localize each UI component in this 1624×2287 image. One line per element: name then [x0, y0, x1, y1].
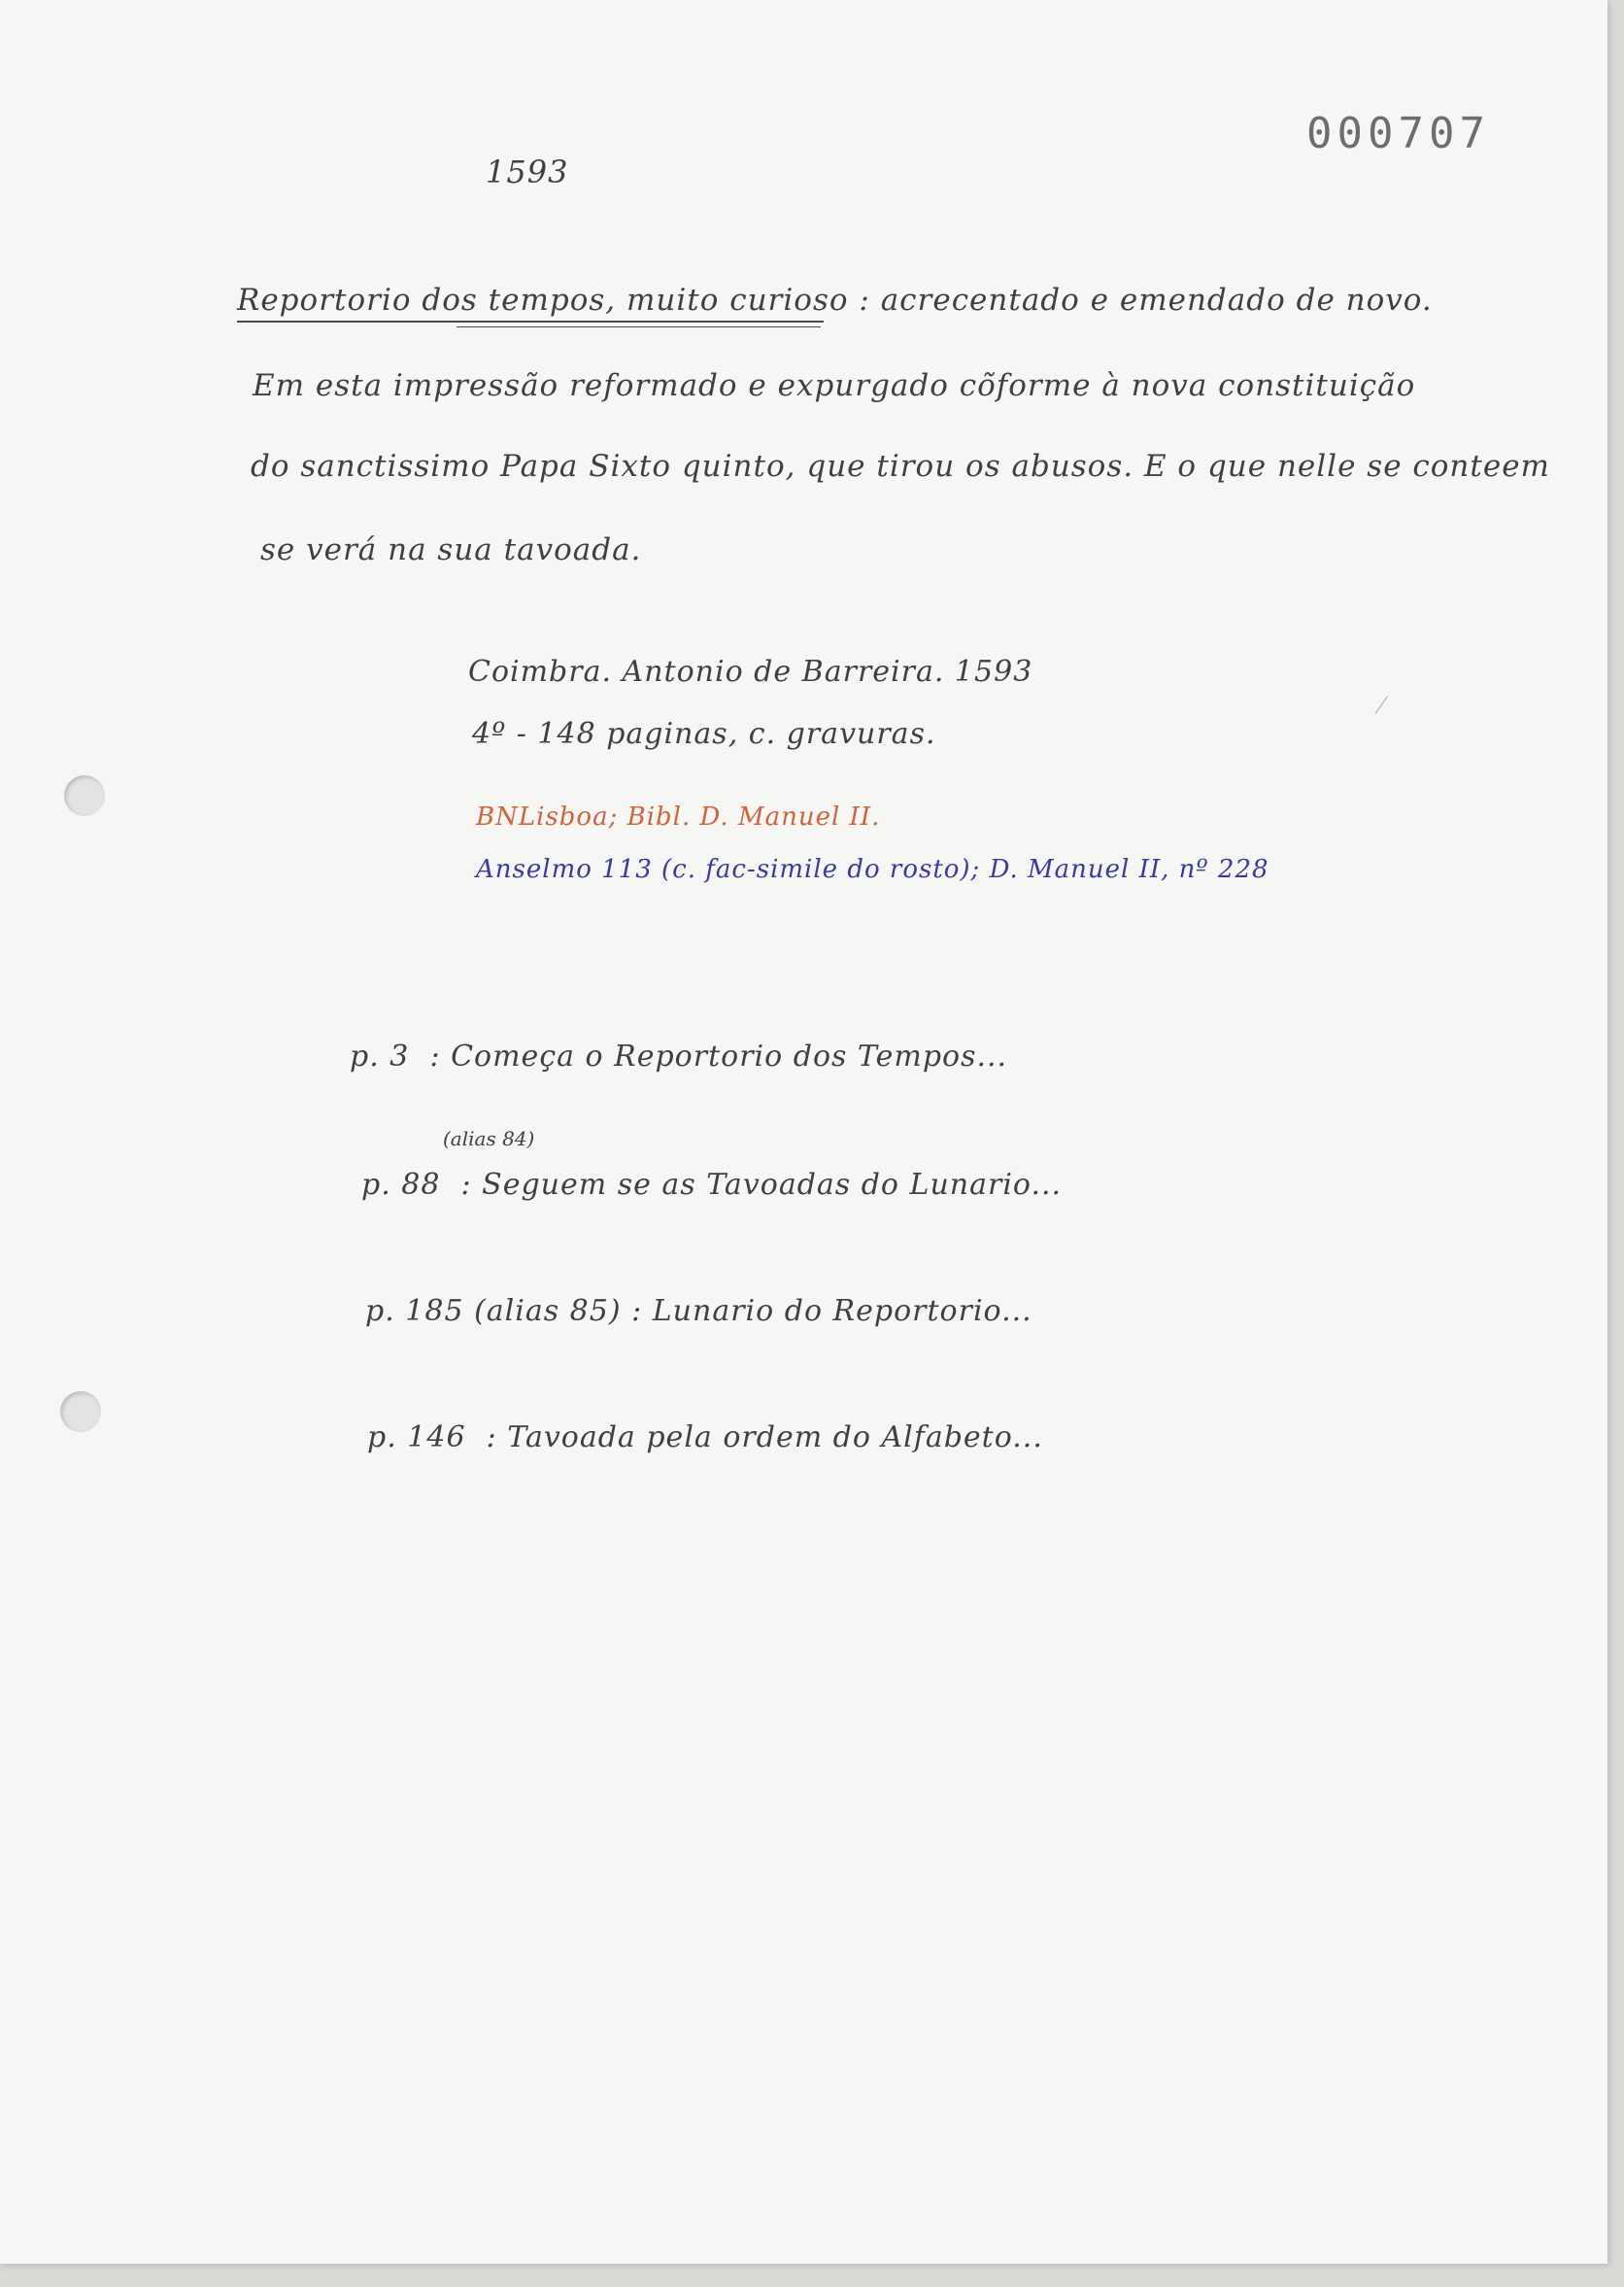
entry-page: p. 146 — [367, 1420, 466, 1454]
contents-entry — [365, 1294, 1032, 1328]
contents-entry — [361, 1168, 1062, 1202]
entry-text: : Seguem se as Tavoadas do Lunario... — [460, 1168, 1063, 1202]
title-line — [237, 283, 1433, 318]
library-locations: BNLisboa; Bibl. D. Manuel II. — [476, 802, 881, 832]
book-title: Reportorio dos tempos, muito curioso — [237, 283, 849, 318]
entry-text: : Tavoada pela ordem do Alfabeto... — [486, 1420, 1043, 1454]
description-line-2: Em esta impressão reformado e expurgado cõforme à nova constituição — [253, 368, 1416, 403]
title-underline-second — [457, 326, 821, 327]
title-underline — [237, 321, 824, 323]
year-heading: 1593 — [486, 154, 569, 190]
bibliographic-references: Anselmo 113 (c. fac-simile do rosto); D. Manuel II, nº 228 — [476, 855, 1269, 884]
entry-page: p. 88 — [361, 1168, 441, 1202]
punch-hole-icon — [64, 775, 105, 816]
entry-text: : Começa o Reportorio dos Tempos... — [429, 1040, 1008, 1074]
entry-text: : Lunario do Reportorio... — [631, 1294, 1032, 1328]
contents-entry — [350, 1040, 1007, 1074]
description-line-4: se verá na sua tavoada. — [260, 532, 642, 567]
entry-page: p. 185 (alias 85) — [365, 1294, 622, 1328]
format-info: 4º - 148 paginas, c. gravuras. — [472, 717, 936, 751]
entry-page: p. 3 — [350, 1040, 410, 1074]
alias-note: (alias 84) — [443, 1127, 535, 1150]
contents-entry — [367, 1420, 1043, 1454]
description-line-3: do sanctissimo Papa Sixto quinto, que tirou os abusos. E o que nelle se conteem — [251, 449, 1550, 484]
description-line-1: : acrecentado e emendado de novo. — [859, 283, 1433, 318]
stamp-number: 000707 — [1306, 109, 1490, 158]
punch-hole-icon — [60, 1391, 101, 1432]
imprint: Coimbra. Antonio de Barreira. 1593 — [468, 655, 1033, 689]
pencil-mark-icon — [1374, 697, 1402, 725]
